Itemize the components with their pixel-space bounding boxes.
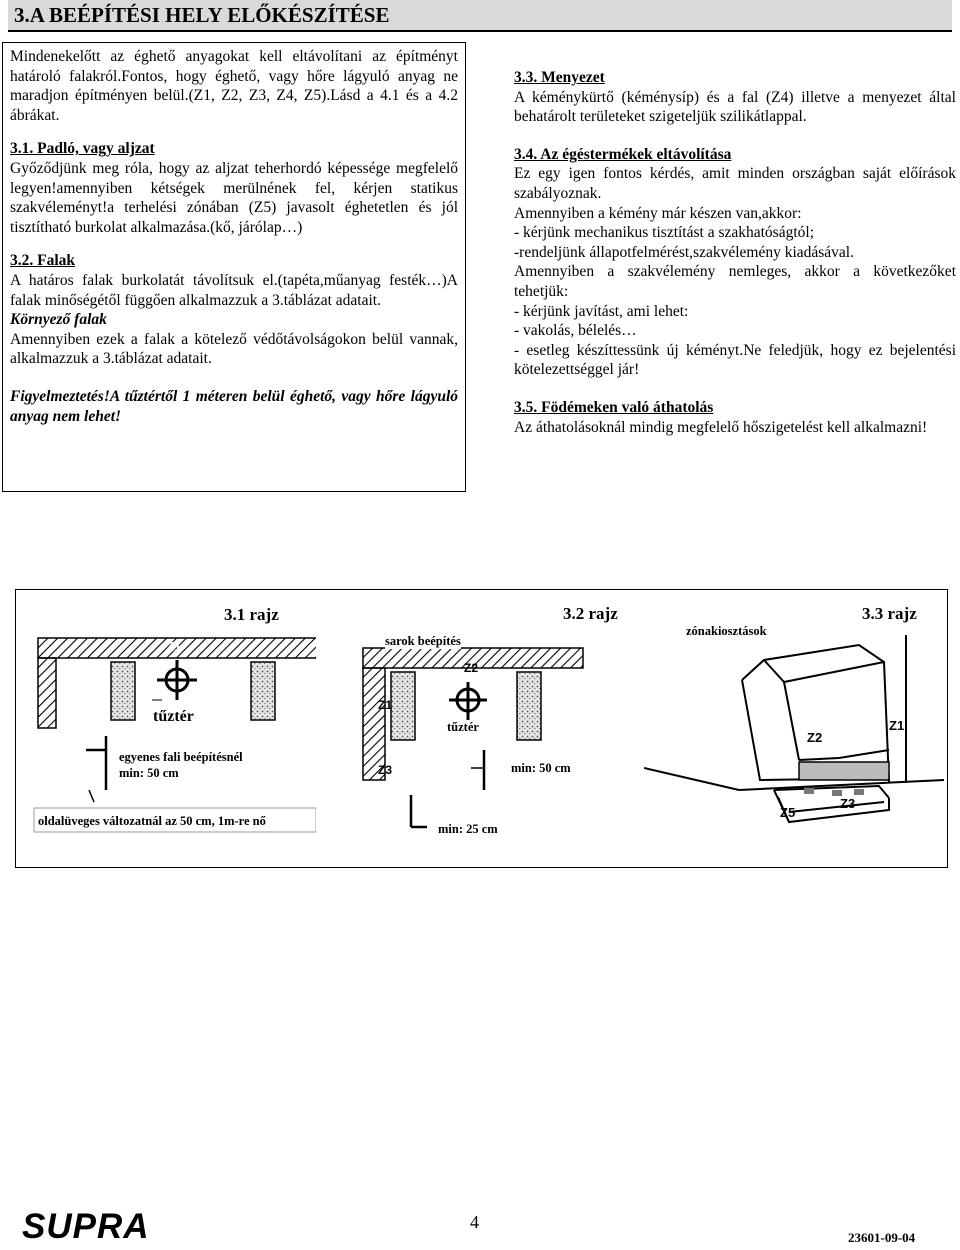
section-3-1-title: 3.1. Padló, vagy aljzat — [10, 140, 155, 158]
figure-3-2-z2-label: Z2 — [464, 661, 479, 675]
figure-3-1-fire-label: tűztér — [153, 708, 194, 725]
warning-text: Figyelmeztetés!A tűztértől 1 méteren belül éghető, vagy hőre lágyuló anyag nem lehet! — [10, 387, 458, 425]
figure-3-1-label-1: egyenes fali beépítésnél — [119, 750, 243, 764]
section-3-5-text: Az áthatolásoknál mindig megfelelő hőszigetelést kell alkalmazni! — [514, 418, 928, 436]
figure-3-2-fire-label: tűztér — [447, 720, 479, 734]
section-3-4-text-4: -rendeljünk állapotfelmérést,szakvélemény kiadásával. — [514, 243, 854, 261]
env-walls-text: Amennyiben ezek a falak a kötelező védőtávolságokon belül vannak, alkalmazzuk a 3.táblázat adatait. — [10, 330, 458, 368]
supra-logo: SUPRA — [22, 1207, 150, 1246]
section-3-5-title: 3.5. Födémeken való áthatolás — [514, 398, 714, 416]
section-3-4-text-7: - vakolás, bélelés… — [514, 322, 637, 340]
figure-3-2-min50: min: 50 cm — [511, 761, 571, 775]
section-3-4-text-5: Amennyiben a szakvélemény nemleges, akkor a következőket tehetjük: — [514, 263, 956, 300]
section-3-4-text-3: - kérjünk mechanikus tisztítást a szakhatóságtól; — [514, 224, 815, 242]
section-3-3-title: 3.3. Menyezet — [514, 69, 605, 86]
figure-3-1-z1-label: Z1 — [166, 639, 182, 654]
figure-3-1-title: 3.1 rajz — [224, 605, 279, 624]
figure-3-3-subtitle: zónakiosztások — [686, 624, 767, 638]
figure-3-3-z1-label: Z1 — [889, 718, 905, 733]
section-3-2-title: 3.2. Falak — [10, 252, 76, 270]
figure-3-1 — [16, 590, 316, 867]
section-3-1-text: Győződjünk meg róla, hogy az aljzat teherhordó képessége megfelelő legyen!amennyiben kétségek merülnének fel, kérjen statikus szakvéleményt!a terhelési zónában (Z5) javasolt éghetetlen és jól tisztítható burkolat alkalmazása.(kő, járólap…) — [10, 159, 458, 236]
figure-3-1-label-2: min: 50 cm — [119, 766, 179, 780]
figure-3-1-label-3: oldalüveges változatnál az 50 cm, 1m-re nő — [38, 814, 266, 828]
section-3-4-text-8: - esetleg készíttessünk új kéményt.Ne feledjük, hogy ez bejelentési kötelezettséggel jár! — [514, 341, 956, 379]
figure-3-3-z3-label: Z3 — [840, 796, 856, 811]
right-column — [514, 68, 956, 437]
figure-3-3-z2-label: Z2 — [807, 730, 823, 745]
page-number: 4 — [470, 1212, 479, 1232]
figure-3-2-z3-label: Z3 — [378, 763, 393, 777]
section-3-4-text-2: Amennyiben a kémény már készen van,akkor: — [514, 204, 802, 222]
figure-3-2-min25: min: 25 cm — [438, 822, 498, 836]
section-3-4-text-6: - kérjünk javítást, ami lehet: — [514, 302, 689, 320]
section-3-4-text-1: Ez egy igen fontos kérdés, amit minden országban saját előírások szabályoznak. — [514, 165, 956, 202]
figure-3-2-title: 3.2 rajz — [563, 604, 618, 623]
figure-3-3 — [644, 590, 947, 867]
section-3-3-text: A kéménykürtő (kéménysíp) és a fal (Z4) illetve a menyezet által behatárolt területeket szigeteljük szilikátlappal. — [514, 88, 956, 126]
figure-3-2 — [321, 590, 641, 867]
intro-text: Mindenekelőtt az éghető anyagokat kell eltávolítani az építményt határoló falakról.Fontos, hogy éghető, vagy hőre lágyuló anyag ne maradjon építményen belül.(Z1, Z2, Z3, Z4, Z5).Lásd a 4.1 és a 4.2 ábrákat. — [10, 48, 458, 124]
figure-3-2-subtitle: sarok beépítés — [385, 634, 461, 648]
env-walls-title: Környező falak — [10, 311, 107, 329]
figure-3-3-z5-label: Z5 — [780, 805, 796, 820]
section-header — [8, 0, 952, 32]
figures-panel — [15, 589, 948, 868]
page-title: 3.A BEÉPÍTÉSI HELY ELŐKÉSZÍTÉSE — [14, 3, 390, 27]
document-code: 23601-09-04 — [848, 1230, 916, 1245]
left-text-box — [2, 42, 466, 492]
section-3-4-title: 3.4. Az égéstermékek eltávolítása — [514, 145, 732, 163]
section-3-2-text: A határos falak burkolatát távolítsuk el.(tapéta,műanyag festék…)A falak minőségétől függően alkalmazzuk a 3.táblázat adatait. — [10, 271, 458, 309]
figure-3-3-title: 3.3 rajz — [862, 604, 917, 623]
figure-3-2-z1-label: Z1 — [378, 698, 393, 712]
